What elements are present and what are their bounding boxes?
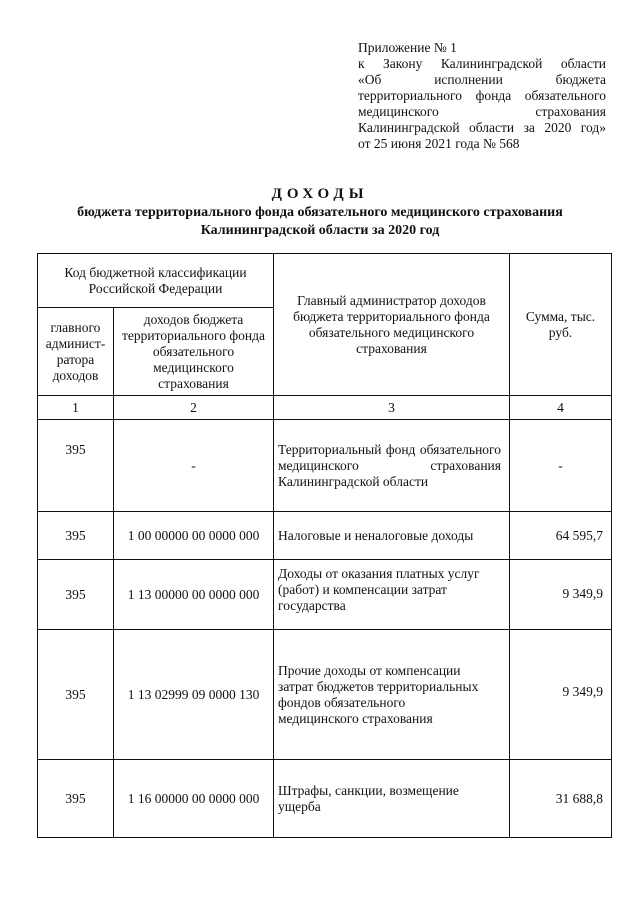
- document-subtitle-line2: Калининградской области за 2020 год: [200, 223, 440, 238]
- header-classification: Код бюджетной классификации Российской Федерации: [38, 254, 274, 308]
- cell-admin: 395: [38, 760, 114, 838]
- appendix-line: к Закону Калининградской области: [358, 56, 606, 71]
- appendix-line: «Об исполнении бюджета: [358, 72, 606, 87]
- table-row: [38, 630, 612, 760]
- cell-name: Прочие доходы от компенсации затрат бюджетов территориальных фондов обязательного медицинского страхования: [274, 630, 510, 760]
- table-row: [38, 512, 612, 560]
- header-admin-code: главного админист-ратора доходов: [38, 308, 114, 396]
- header-revenue-code: доходов бюджета территориального фонда обязательного медицинского страхования: [114, 308, 274, 396]
- column-number: 3: [274, 396, 510, 420]
- cell-code: 1 13 02999 09 0000 130: [114, 630, 274, 760]
- table-row: [38, 760, 612, 838]
- table-row: [38, 420, 612, 512]
- header-admin-name: Главный администратор доходов бюджета территориального фонда обязательного медицинского страхования: [274, 254, 510, 396]
- cell-sum: 9 349,9: [510, 630, 612, 760]
- column-number: 1: [38, 396, 114, 420]
- revenue-table: [37, 253, 612, 838]
- table-header-row: [38, 254, 612, 308]
- appendix-line: территориального фонда обязательного: [358, 88, 606, 103]
- cell-code: -: [114, 420, 274, 512]
- appendix-note: [358, 40, 606, 152]
- cell-code: 1 00 00000 00 0000 000: [114, 512, 274, 560]
- cell-sum: -: [510, 420, 612, 512]
- cell-sum: 31 688,8: [510, 760, 612, 838]
- cell-admin: 395: [38, 630, 114, 760]
- table-row: [38, 560, 612, 630]
- column-number: 2: [114, 396, 274, 420]
- cell-name: Доходы от оказания платных услуг (работ) и компенсации затрат государства: [274, 560, 510, 630]
- cell-code: 1 16 00000 00 0000 000: [114, 760, 274, 838]
- document-heading: [0, 184, 640, 240]
- appendix-line: от 25 июня 2021 года № 568: [358, 136, 520, 151]
- cell-admin: 395: [38, 560, 114, 630]
- appendix-line: медицинского страхования: [358, 104, 606, 119]
- cell-name: Территориальный фонд обязательного медицинского страхования Калининградской области: [274, 420, 510, 512]
- cell-name: Штрафы, санкции, возмещение ущерба: [274, 760, 510, 838]
- cell-code: 1 13 00000 00 0000 000: [114, 560, 274, 630]
- appendix-line: Приложение № 1: [358, 40, 457, 55]
- cell-sum: 64 595,7: [510, 512, 612, 560]
- document-subtitle-line1: бюджета территориального фонда обязательного медицинского страхования: [77, 205, 563, 220]
- cell-sum: 9 349,9: [510, 560, 612, 630]
- appendix-line: Калининградской области за 2020 год»: [358, 120, 606, 135]
- cell-admin: 395: [38, 512, 114, 560]
- header-amount: Сумма, тыс. руб.: [510, 254, 612, 396]
- column-number-row: [38, 396, 612, 420]
- cell-admin: 395: [38, 420, 114, 512]
- document-title: ДОХОДЫ: [271, 186, 369, 202]
- column-number: 4: [510, 396, 612, 420]
- cell-name: Налоговые и неналоговые доходы: [274, 512, 510, 560]
